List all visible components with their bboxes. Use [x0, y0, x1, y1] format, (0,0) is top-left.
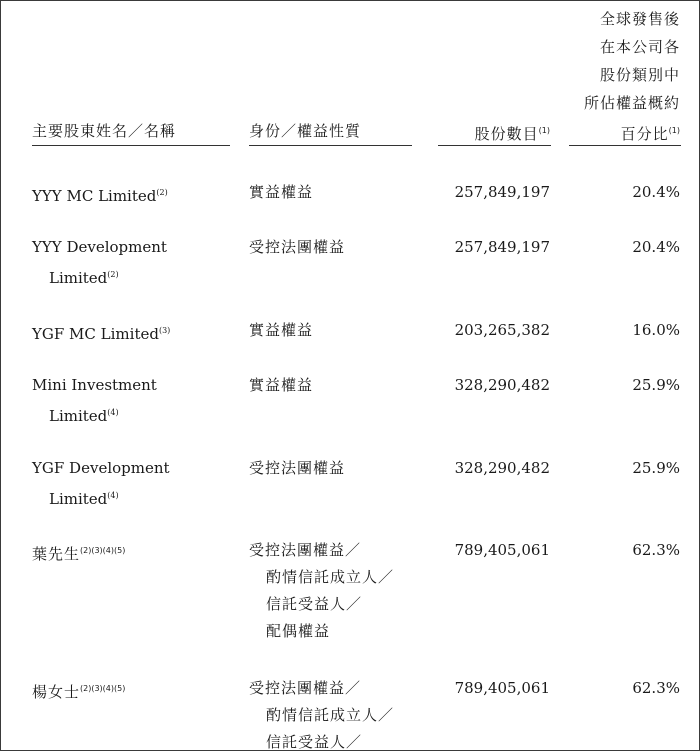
- shares-cell: 789,405,061: [454, 679, 550, 697]
- shareholder-name: YGF MC Limited$^{(3)}$: [32, 325, 171, 343]
- shares-cell: 789,405,061: [454, 541, 550, 559]
- percentage-cell: 62.3%: [632, 679, 680, 697]
- header-name: 主要股東姓名／名稱: [32, 122, 177, 140]
- capacity-cell: 實益權益: [249, 321, 314, 339]
- header-pct-line: 所佔權益概約: [583, 94, 680, 112]
- shares-cell: 203,265,382: [454, 321, 550, 339]
- footnote-ref: (2): [107, 270, 119, 279]
- percentage-cell: 25.9%: [632, 376, 680, 394]
- capacity-cell: 實益權益: [249, 376, 314, 394]
- percentage-cell: 20.4%: [632, 238, 680, 256]
- percentage-cell: 20.4%: [632, 183, 680, 201]
- capacity-cell: 實益權益: [249, 183, 314, 201]
- header-pct-line: 股份類別中: [599, 66, 680, 84]
- shares-cell: 257,849,197: [454, 238, 550, 256]
- header-rule-name: [32, 145, 230, 146]
- capacity-cell: 受控法團權益: [249, 459, 346, 477]
- shares-cell: 328,290,482: [454, 376, 550, 394]
- header-rule-capacity: [249, 145, 412, 146]
- shareholder-name: 楊女士$^{(2)(3)(4)(5)}$: [32, 683, 126, 701]
- shares-cell: 328,290,482: [454, 459, 550, 477]
- footnote-ref: (1): [668, 126, 680, 135]
- percentage-cell: 25.9%: [632, 459, 680, 477]
- shares-cell: 257,849,197: [454, 183, 550, 201]
- footnote-ref: (2)(3)(4)(5): [80, 684, 126, 693]
- footnote-ref: (3): [158, 326, 171, 335]
- header-pct-line: 在本公司各: [599, 38, 680, 56]
- header-shares: 股份數目$^{(1)}$: [474, 125, 550, 143]
- capacity-cell: 受控法團權益: [249, 238, 346, 256]
- shareholder-name: 葉先生$^{(2)(3)(4)(5)}$: [32, 545, 126, 563]
- header-percentage: [584, 5, 680, 148]
- capacity-cell: 受控法團權益／ 酌情信託成立人／ 信託受益人／ 配偶權益: [249, 541, 395, 640]
- header-pct-line: 全球發售後: [599, 10, 680, 28]
- footnote-ref: (2): [156, 188, 168, 197]
- footnote-ref: (4): [107, 408, 119, 417]
- footnote-ref: (1): [538, 126, 550, 135]
- shareholder-name: YYY Development Limited$^{(2)}$: [32, 238, 167, 287]
- percentage-cell: 16.0%: [632, 321, 680, 339]
- header-pct-line: 百分比$^{(1)}$: [620, 125, 680, 143]
- header-rule-shares: [438, 145, 551, 146]
- percentage-cell: 62.3%: [632, 541, 680, 559]
- shareholder-name: YGF Development Limited$^{(4)}$: [32, 459, 170, 508]
- shareholder-name: Mini Investment Limited$^{(4)}$: [32, 376, 157, 425]
- header-capacity: 身份／權益性質: [249, 122, 362, 140]
- footnote-ref: (2)(3)(4)(5): [80, 546, 126, 555]
- capacity-cell: 受控法團權益／ 酌情信託成立人／ 信託受益人／: [249, 679, 395, 751]
- header-rule-percentage: [569, 145, 681, 146]
- footnote-ref: (4): [107, 491, 119, 500]
- shareholder-name: YYY MC Limited$^{(2)}$: [32, 187, 168, 205]
